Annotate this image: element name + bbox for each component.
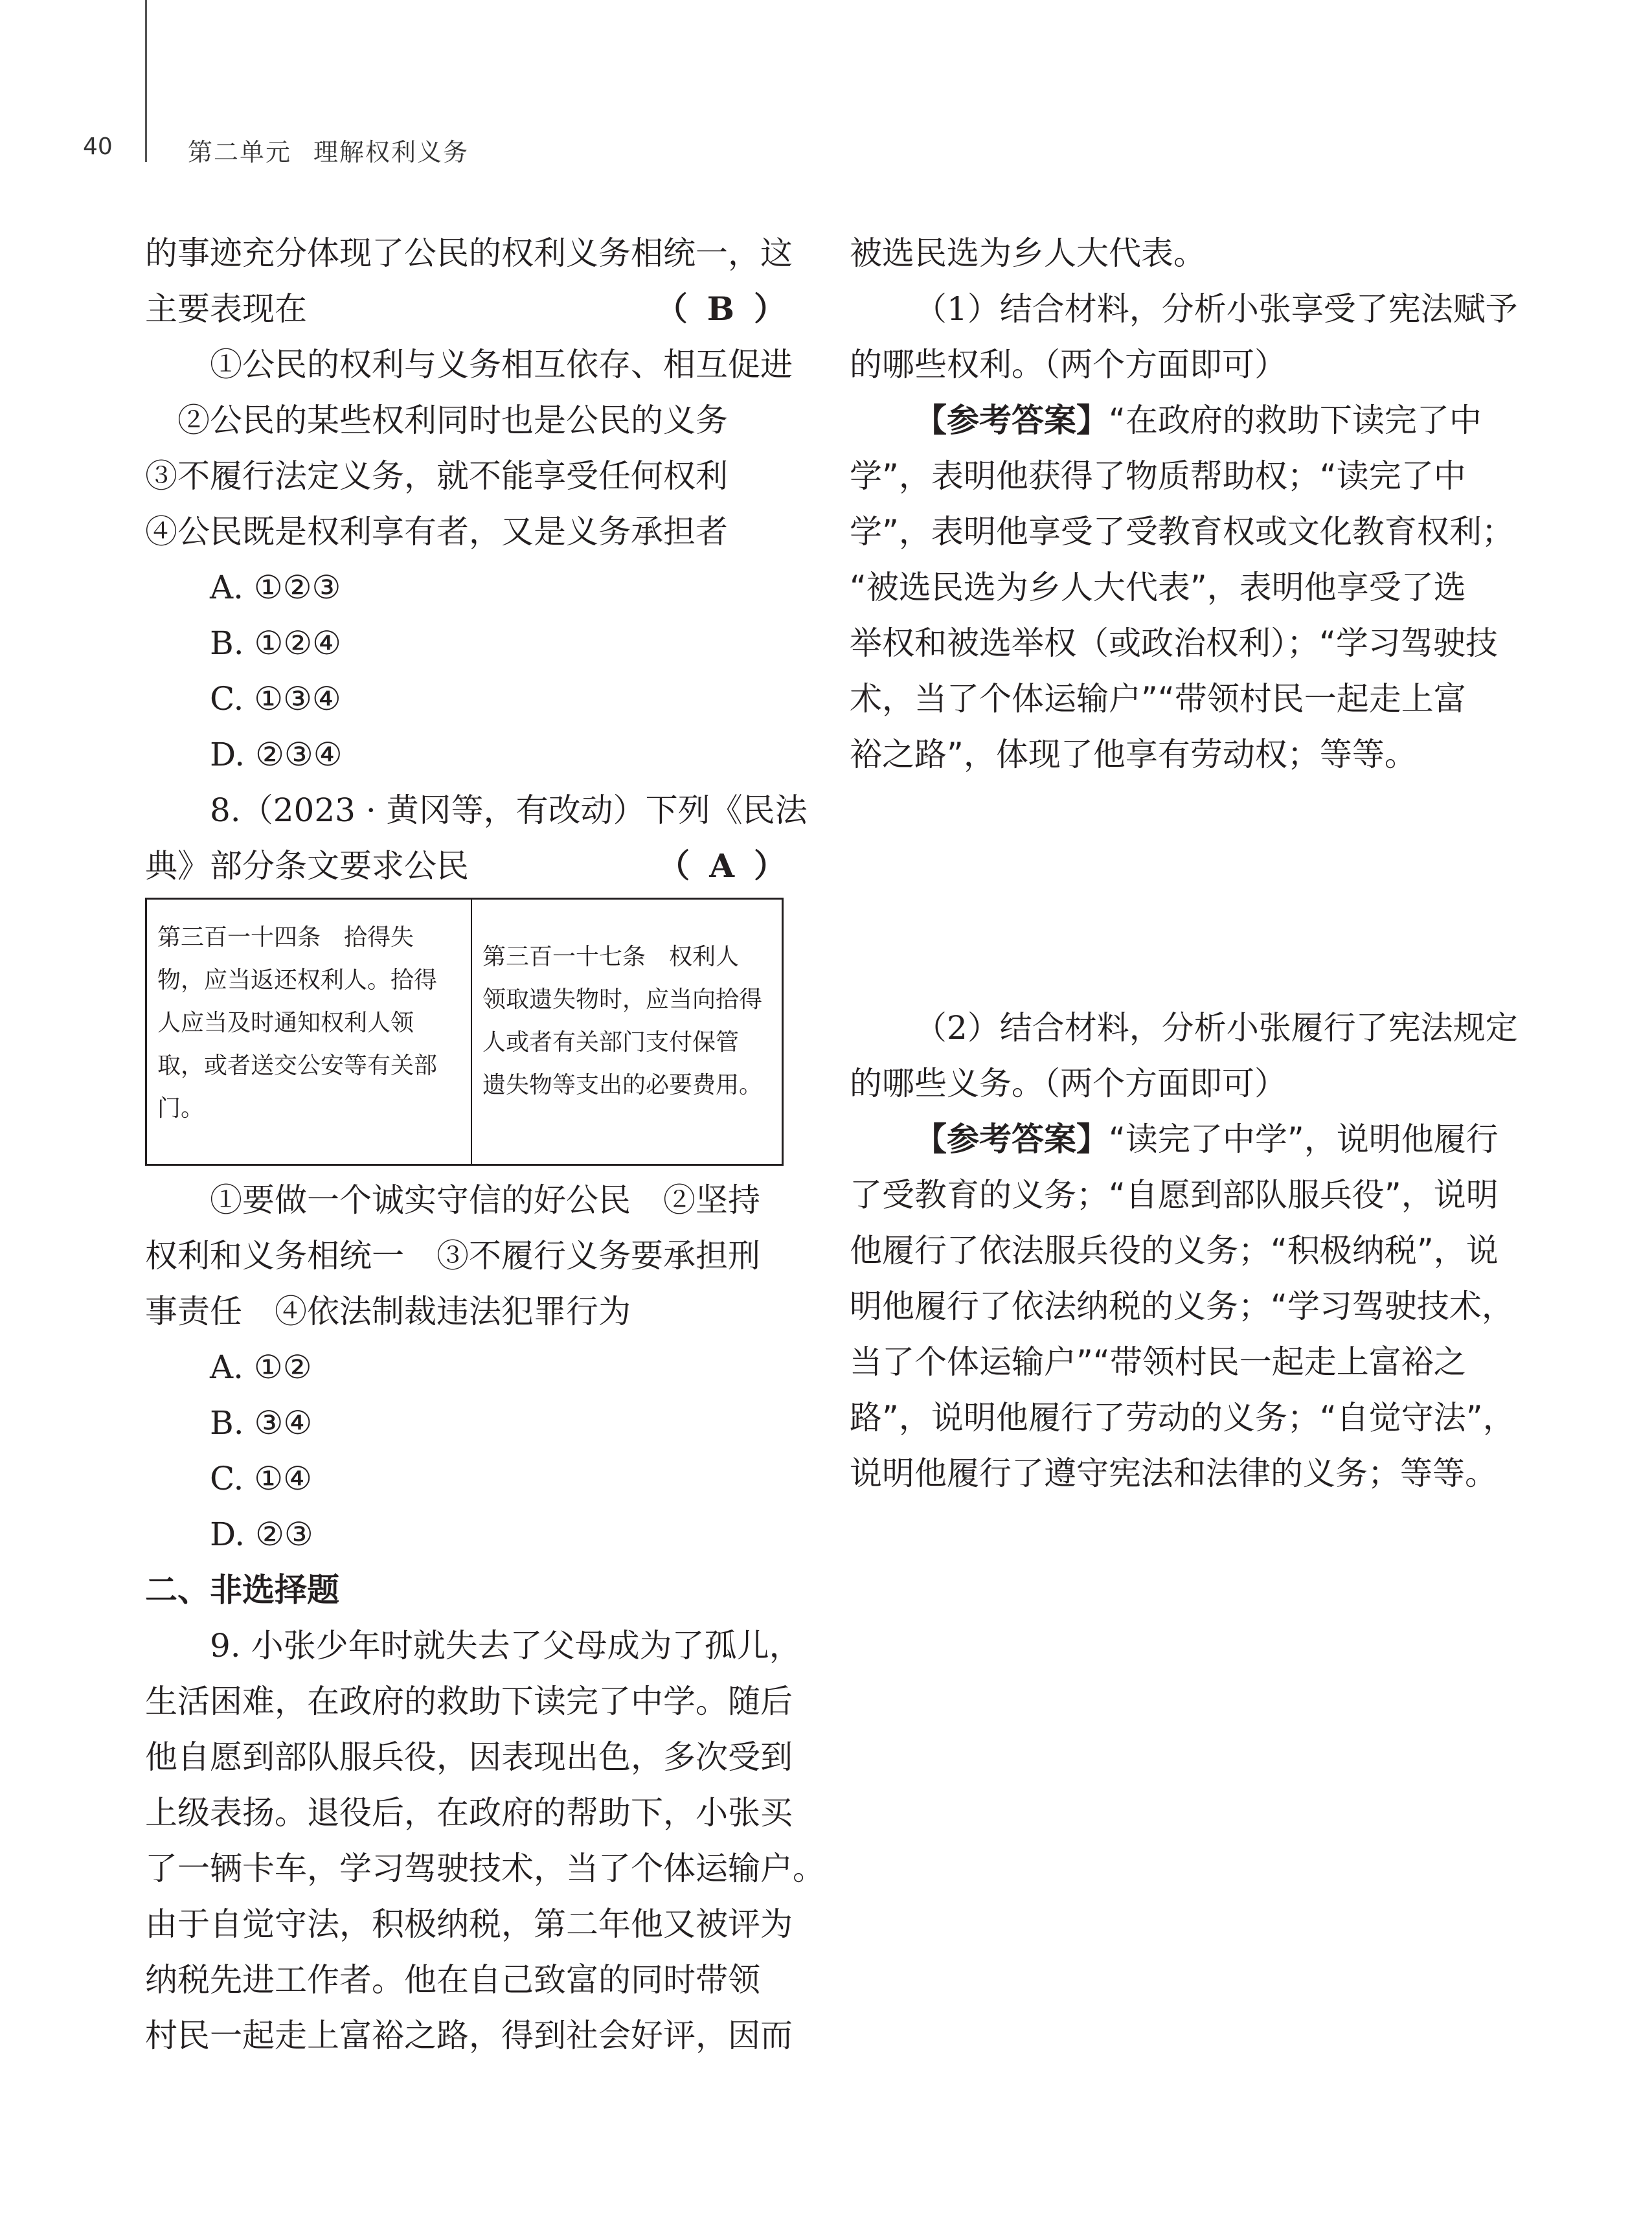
q7-line: 的事迹充分体现了公民的权利义务相统一，这 <box>145 234 793 272</box>
q9-continuation: 被选民选为乡人大代表。 <box>850 234 1206 272</box>
answer-space <box>850 782 1500 1000</box>
q7-option: D. ②③④ <box>210 736 343 773</box>
answer-1-line: “被选民选为乡人大代表”，表明他享受了选 <box>850 569 1466 606</box>
q9-line: 他自愿到部队服兵役，因表现出色，多次受到 <box>145 1738 793 1776</box>
answer-1-label: 【参考答案】 <box>914 402 1109 439</box>
q7-statement: ①公民的权利与义务相互依存、相互促进 <box>210 346 793 383</box>
answer-2-line: 了受教育的义务；“自愿到部队服兵役”，说明 <box>850 1176 1499 1214</box>
q9-line: 生活困难，在政府的救助下读完了中学。随后 <box>145 1683 793 1720</box>
answer-1-line: 学”，表明他获得了物质帮助权；“读完了中 <box>850 457 1466 495</box>
q7-option: A. ①②③ <box>210 569 341 606</box>
answer-1-line: 术，当了个体运输户”“带领村民一起走上富 <box>850 680 1466 718</box>
section-title: 二、非选择题 <box>145 1571 339 1609</box>
sub-question-2: （2）结合材料，分析小张履行了宪法规定 <box>914 1009 1518 1047</box>
article-317-line: 遗失物等支出的必要费用。 <box>482 1072 763 1098</box>
article-317-line: 第三百一十七条 权利人 <box>482 944 740 970</box>
answer-2-line: 路”，说明他履行了劳动的义务；“自觉守法”， <box>850 1399 1515 1437</box>
article-314-line: 门。 <box>157 1095 205 1122</box>
answer-1-line: 裕之路”，体现了他享有劳动权；等等。 <box>850 736 1417 773</box>
article-317-line: 人或者有关部门支付保管 <box>482 1029 740 1056</box>
q9-line: 由于自觉守法，积极纳税，第二年他又被评为 <box>145 1905 793 1943</box>
q8-statement: 事责任 ④依法制裁违法犯罪行为 <box>145 1293 631 1330</box>
civil-code-table <box>145 898 784 1166</box>
q8-option: B. ③④ <box>210 1404 313 1442</box>
article-314-line: 物，应当返还权利人。拾得 <box>157 967 438 994</box>
q8-option: A. ①② <box>210 1348 312 1386</box>
article-314-line: 人应当及时通知权利人领 <box>157 1010 414 1036</box>
q8-option: C. ①④ <box>210 1460 312 1497</box>
answer-2-label: 【参考答案】 <box>914 1120 1109 1158</box>
unit-label: 第二单元 <box>188 138 292 166</box>
answer-2-line: 他履行了依法服兵役的义务；“积极纳税”，说 <box>850 1232 1499 1269</box>
q7-statement: ④公民既是权利享有者，又是义务承担者 <box>145 513 728 551</box>
q9-line: 了一辆卡车，学习驾驶技术，当了个体运输户。 <box>145 1850 825 1887</box>
unit-title: 理解权利义务 <box>313 138 470 166</box>
right-column <box>850 225 1518 1501</box>
answer-2-line: 当了个体运输户”“带领村民一起走上富裕之 <box>850 1343 1466 1381</box>
q9-line: 上级表扬。退役后，在政府的帮助下，小张买 <box>145 1794 793 1832</box>
article-317-cell <box>472 900 782 1164</box>
page-number: 40 <box>83 133 113 160</box>
answer-2-line: 明他履行了依法纳税的义务；“学习驾驶技术， <box>850 1288 1514 1325</box>
q9-line: 9. 小张少年时就失去了父母成为了孤儿， <box>210 1627 802 1664</box>
q9-line: 纳税先进工作者。他在自己致富的同时带领 <box>145 1961 760 1999</box>
answer-1-line: 学”，表明他享受了受教育权或文化教育权利； <box>850 513 1514 551</box>
q8-option: D. ②③ <box>210 1516 313 1553</box>
q9-line: 村民一起走上富裕之路，得到社会好评，因而 <box>145 2017 793 2054</box>
sub-question-2: 的哪些义务。（两个方面即可） <box>850 1065 1287 1102</box>
q7-answer: （ B ） <box>655 290 786 328</box>
sub-question-1: （1）结合材料，分析小张享受了宪法赋予 <box>914 290 1518 328</box>
answer-1-line: 举权和被选举权（或政治权利）；“学习驾驶技 <box>850 624 1498 662</box>
q7-statement: ③不履行法定义务，就不能享受任何权利 <box>145 457 728 495</box>
q7-statement: ②公民的某些权利同时也是公民的义务 <box>177 402 728 439</box>
answer-2-line: 【参考答案】“读完了中学”，说明他履行 <box>914 1120 1499 1158</box>
q8-line: 8.（2023 · 黄冈等，有改动）下列《民法 <box>210 791 808 829</box>
q8-answer: （ A ） <box>657 846 786 885</box>
q7-line: 主要表现在 （ B ） <box>145 281 786 337</box>
answer-1-line: 【参考答案】“在政府的救助下读完了中 <box>914 402 1482 439</box>
header-rule <box>145 0 147 162</box>
running-header <box>188 132 491 168</box>
q8-line: 典》部分条文要求公民 （ A ） <box>145 838 786 894</box>
answer-2-line: 说明他履行了遵守宪法和法律的义务；等等。 <box>850 1455 1497 1492</box>
q8-statement: ①要做一个诚实守信的好公民 ②坚持 <box>210 1181 760 1219</box>
article-317-line: 领取遗失物时，应当向拾得 <box>482 986 763 1013</box>
q7-option: C. ①③④ <box>210 680 341 718</box>
left-column <box>145 225 825 2063</box>
article-314-line: 取，或者送交公安等有关部 <box>157 1052 438 1079</box>
q8-statement: 权利和义务相统一 ③不履行义务要承担刑 <box>145 1237 760 1275</box>
article-314-cell <box>147 900 472 1164</box>
sub-question-1: 的哪些权利。（两个方面即可） <box>850 346 1287 383</box>
q7-option: B. ①②④ <box>210 624 342 662</box>
article-314-line: 第三百一十四条 拾得失 <box>157 924 414 951</box>
